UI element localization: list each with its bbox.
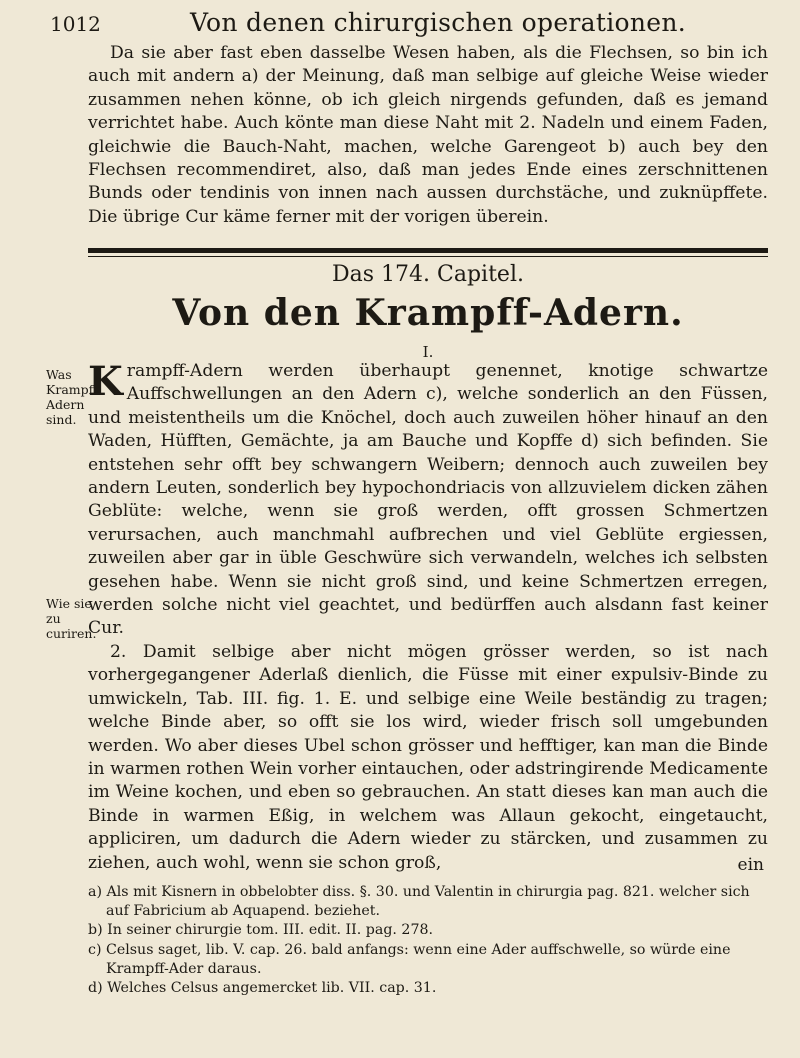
chapter-body [88,360,768,875]
paragraph-cure: 2. Damit selbige aber nicht mögen grösser werden, so ist nach vorhergegangener Aderlaß dienlich, die Füsse mit einer expulsiv-Binde zu umwickeln, Tab. III. fig. 1. E. und selbige eine Weile beständig zu tragen; welche Binde aber, so offt sie los wird, wieder frisch soll umgebunden werden. Wo aber dieses Ubel schon grösser und hefftiger, kan man die Binde in warmen rothen Wein vorher eintauchen, oder adstringirende Medicamente im Weine kochen, und eben so gebrauchen. An statt dieses kan man auch die Binde in warmen Eßig, in welchem was Allaun gekocht, eingetaucht, appliciren, um dadurch die Adern wieder zu stärcken, und zusammen zu ziehen, auch wohl, wenn sie schon groß, [88,641,768,873]
footnote-c: c) Celsus saget, lib. V. cap. 26. bald anfangs: wenn eine Ader auffschwelle, so würde eine Krampff-Ader daraus. [88,941,731,977]
page-number: 1012 [50,12,101,36]
catchword: ein [737,855,764,875]
intro-paragraph-block [88,42,768,229]
chapter-rule-thin [88,256,768,257]
footnote-d: d) Welches Celsus angemercket lib. VII. cap. 31. [88,980,437,997]
footnote-a: a) Als mit Kisnern in obbelobter diss. §. 30. und Valentin in chirurgia pag. 821. welcher sich auf Fabricium ab Aquapend. beziehet. [88,884,750,920]
section-number: I. [422,343,434,361]
margin-note-definition: Was Krampff-Adern sind. [46,367,102,427]
chapter-label: Das 174. Capitel. [332,262,524,287]
running-title: Von denen chirurgischen operationen. [190,8,687,37]
footnote-b: b) In seiner chirurgie tom. III. edit. II. pag. 278. [88,922,434,939]
drop-cap-initial: K [88,358,123,405]
page-header [50,6,770,40]
chapter-rule-thick [88,248,768,253]
footnotes [88,883,768,998]
paragraph-definition [88,360,768,641]
chapter-title: Von den Krampff-Adern. [172,292,684,334]
paragraph-definition-text: rampff-Adern werden überhaupt genennet, knotige schwartze Auffschwellungen an den Adern c), welche sonderlich an den Füssen, und meistentheils um die Knöchel, doch auch zuweilen höher hinauf an den Waden, Hüfften, Gemächte, ja am Bauche und Kopffe d) sich befinden. Sie entstehen sehr offt bey schwangern Weibern; dennoch auch zuweilen bey andern Leuten, sonderlich bey hypochondriacis von allzuvielem dicken zähen Geblüte: welche, wenn sie groß werden, offt grossen Schmertzen verursachen, auch manchmahl aufbrechen und viel Geblüte ergiessen, zuweilen aber gar in üble Geschwüre sich verwandeln, welches ich selbsten gesehen habe. Wenn sie nicht groß sind, und keine Schmertzen erregen, werden solche nicht viel geachtet, und bedürffen auch alsdann fast keiner Cur. [88,361,768,639]
margin-note-cure: Wie sie zu curiren. [46,596,97,641]
intro-paragraph: Da sie aber fast eben dasselbe Wesen haben, als die Flechsen, so bin ich auch mit andern a) der Meinung, daß man selbige auf gleiche Weise wieder zusammen nehen könne, ob ich gleich nirgends gefunden, daß es jemand verrichtet habe. Auch könte man diese Naht mit 2. Nadeln und einem Faden, gleichwie die Bauch-Naht, machen, welche Garengeot b) auch bey den Flechsen recommendiret, also, daß man jedes Ende eines zerschnittenen Bunds oder tendinis von innen nach aussen durchstäche, und zuknüpffete. Die übrige Cur käme ferner mit der vorigen überein. [88,43,768,227]
